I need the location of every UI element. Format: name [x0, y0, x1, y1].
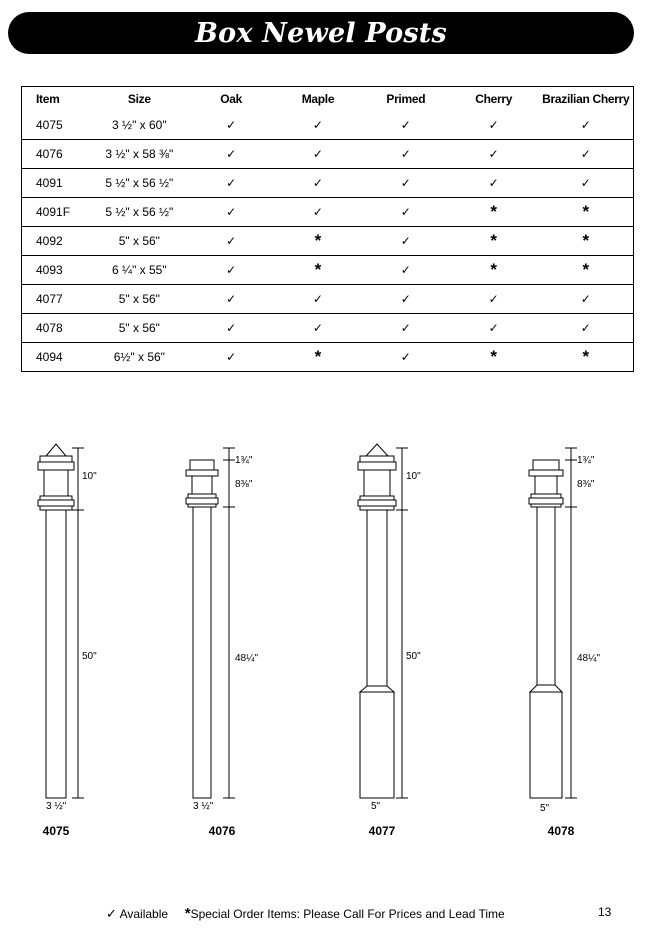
dim-4076-cap: 1¾"	[235, 455, 253, 466]
column-header-size: Size	[127, 91, 151, 106]
cell-cherry-available: ✓	[449, 169, 539, 198]
cell-brazilian-cherry-available: ✓	[539, 140, 634, 169]
cell-brazilian-cherry-special-order: *	[539, 227, 634, 256]
legend-special-label: Special Order Items: Please Call For Prices and Lead Time	[190, 907, 505, 921]
cell-item: 4077	[22, 285, 90, 314]
cell-brazilian-cherry-available: ✓	[580, 117, 591, 132]
cell-primed-available: ✓	[363, 314, 449, 343]
cell-oak-available: ✓	[189, 343, 273, 372]
cell-primed-available: ✓	[363, 198, 449, 227]
checkmark-icon: ✓	[106, 906, 117, 921]
asterisk-icon: *	[184, 905, 191, 922]
cell-brazilian-cherry-special-order: *	[539, 256, 634, 285]
post-drawing-4076	[186, 448, 235, 798]
cell-maple-available: ✓	[273, 169, 363, 198]
table-row	[22, 227, 634, 256]
post-drawing-4075	[38, 444, 84, 798]
width-4077: 5"	[371, 801, 381, 812]
cell-size: 5 ½" x 56 ½"	[89, 198, 189, 227]
cell-cherry-available: ✓	[488, 117, 499, 132]
page-title: Box Newel Posts	[195, 17, 447, 49]
post-caption-4075: 4075	[42, 824, 70, 838]
page-number: 13	[598, 905, 612, 919]
cell-item: 4092	[22, 227, 90, 256]
cell-brazilian-cherry-available: ✓	[539, 314, 634, 343]
cell-maple-available: ✓	[273, 314, 363, 343]
cell-oak-available: ✓	[189, 169, 273, 198]
dim-4077-top: 10"	[406, 471, 421, 482]
table-row	[22, 169, 634, 198]
cell-size: 6 ¼" x 55"	[89, 256, 189, 285]
table-row	[22, 314, 634, 343]
cell-primed-available: ✓	[363, 256, 449, 285]
cell-cherry-special-order: *	[449, 227, 539, 256]
post-drawings	[0, 430, 645, 850]
cell-maple-special-order: *	[273, 343, 363, 372]
table-row	[22, 343, 634, 372]
width-4075: 3 ½"	[46, 801, 67, 812]
dim-4076-shaft: 48¼"	[235, 653, 259, 664]
post-caption-4077: 4077	[368, 824, 396, 838]
cell-item: 4076	[22, 140, 90, 169]
dim-4077-shaft: 50"	[406, 651, 421, 662]
column-header-primed: Primed	[386, 91, 426, 106]
dim-4076-top: 8⅜"	[235, 479, 253, 490]
newel-post-table	[21, 86, 634, 372]
cell-maple-special-order: *	[273, 256, 363, 285]
cell-item: 4078	[22, 314, 90, 343]
cell-cherry-available: ✓	[449, 140, 539, 169]
column-header-cherry: Cherry	[475, 91, 513, 106]
legend-available-label: Available	[119, 907, 169, 921]
cell-oak-available: ✓	[226, 117, 237, 132]
cell-maple-available: ✓	[312, 117, 323, 132]
cell-primed-available: ✓	[400, 117, 411, 132]
cell-primed-available: ✓	[363, 169, 449, 198]
cell-cherry-available: ✓	[449, 314, 539, 343]
cell-size: 5" x 56"	[89, 285, 189, 314]
cell-item: 4091F	[22, 198, 90, 227]
width-4078: 5"	[540, 803, 550, 814]
cell-brazilian-cherry-special-order: *	[539, 198, 634, 227]
cell-cherry-available: ✓	[449, 285, 539, 314]
column-header-brazilian-cherry: Brazilian Cherry	[542, 91, 630, 106]
cell-oak-available: ✓	[189, 198, 273, 227]
dim-4075-top: 10"	[82, 471, 97, 482]
cell-cherry-special-order: *	[449, 198, 539, 227]
column-header-maple: Maple	[301, 91, 335, 106]
cell-size: 5" x 56"	[89, 227, 189, 256]
column-header-oak: Oak	[220, 91, 243, 106]
cell-oak-available: ✓	[189, 140, 273, 169]
dim-4075-shaft: 50"	[82, 651, 97, 662]
cell-maple-available: ✓	[273, 285, 363, 314]
cell-primed-available: ✓	[363, 285, 449, 314]
cell-item: 4075	[36, 117, 63, 132]
dim-4078-shaft: 48¼"	[577, 653, 601, 664]
width-4076: 3 ½"	[193, 801, 214, 812]
cell-size: 3 ½" x 60"	[112, 117, 167, 132]
cell-cherry-special-order: *	[449, 256, 539, 285]
cell-oak-available: ✓	[189, 285, 273, 314]
cell-primed-available: ✓	[363, 140, 449, 169]
post-caption-4076: 4076	[208, 824, 236, 838]
cell-size: 5" x 56"	[89, 314, 189, 343]
cell-maple-available: ✓	[273, 140, 363, 169]
table-header-row	[22, 87, 634, 111]
cell-item: 4093	[22, 256, 90, 285]
legend	[106, 905, 505, 922]
post-drawing-4077	[358, 444, 408, 798]
cell-size: 6½" x 56"	[89, 343, 189, 372]
table-row	[22, 285, 634, 314]
cell-oak-available: ✓	[189, 314, 273, 343]
cell-maple-available: ✓	[273, 198, 363, 227]
cell-size: 5 ½" x 56 ½"	[89, 169, 189, 198]
cell-primed-available: ✓	[363, 227, 449, 256]
cell-maple-special-order: *	[273, 227, 363, 256]
table-row	[22, 140, 634, 169]
cell-oak-available: ✓	[189, 256, 273, 285]
cell-size: 3 ½" x 58 ⅜"	[89, 140, 189, 169]
cell-brazilian-cherry-available: ✓	[539, 169, 634, 198]
dim-4078-top: 8⅜"	[577, 479, 595, 490]
title-banner	[8, 12, 634, 54]
cell-cherry-special-order: *	[449, 343, 539, 372]
cell-brazilian-cherry-available: ✓	[539, 285, 634, 314]
table-row	[22, 256, 634, 285]
cell-brazilian-cherry-special-order: *	[539, 343, 634, 372]
cell-item: 4094	[22, 343, 90, 372]
post-drawing-4078	[529, 448, 577, 798]
cell-primed-available: ✓	[363, 343, 449, 372]
column-header-item: Item	[36, 91, 60, 106]
table-row	[22, 198, 634, 227]
cell-oak-available: ✓	[189, 227, 273, 256]
table-row	[22, 111, 634, 140]
dim-4078-cap: 1¾"	[577, 455, 595, 466]
cell-item: 4091	[22, 169, 90, 198]
post-caption-4078: 4078	[547, 824, 575, 838]
